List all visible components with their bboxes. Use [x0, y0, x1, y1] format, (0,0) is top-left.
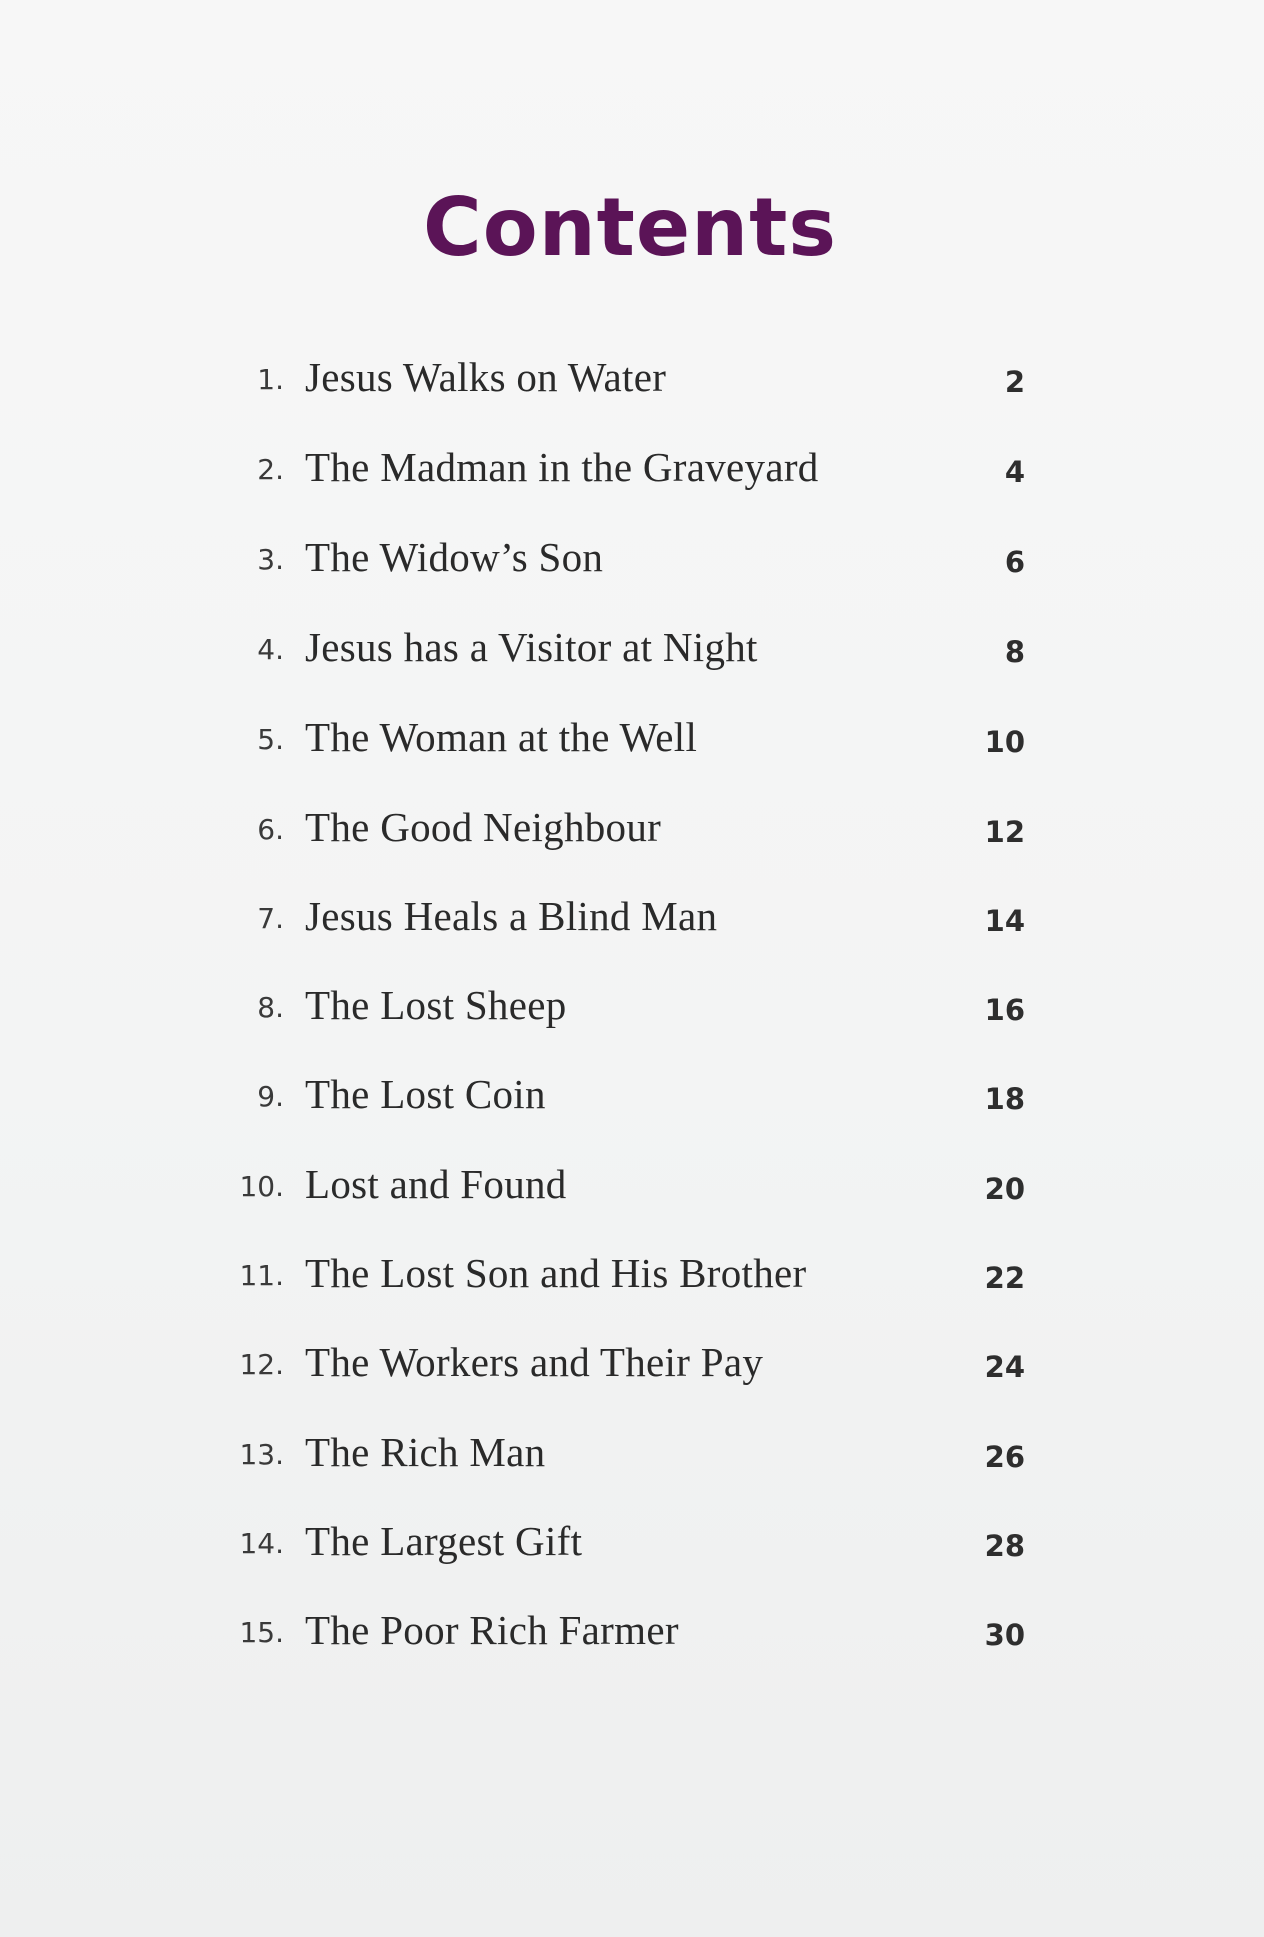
toc-entry [0, 1423, 1264, 1493]
page-title-text: Contents [423, 181, 837, 274]
entry-page-number: 18 [984, 1082, 1025, 1116]
entry-page-number: 28 [984, 1529, 1025, 1563]
entry-number: 13. [239, 1438, 284, 1471]
entry-heading: The Poor Rich Farmer [305, 1607, 679, 1653]
entry-page-number: 22 [984, 1261, 1025, 1295]
entry-number: 4. [257, 633, 284, 666]
entry-page-number: 8 [1004, 635, 1025, 669]
entry-page-number: 16 [984, 993, 1025, 1027]
entry-page-number: 6 [1004, 545, 1025, 579]
entry-heading: The Madman in the Graveyard [305, 444, 819, 490]
entry-page-number: 26 [984, 1440, 1025, 1474]
entry-number: 7. [257, 902, 284, 935]
entry-heading: The Widow’s Son [305, 534, 604, 580]
entry-number: 8. [257, 991, 284, 1024]
toc-entry [0, 1244, 1264, 1314]
toc-entry [0, 1512, 1264, 1582]
entry-heading: The Woman at the Well [305, 714, 698, 760]
toc-entry [0, 438, 1264, 508]
toc-entry [0, 887, 1264, 957]
entry-number: 9. [257, 1080, 284, 1113]
entry-page-number: 30 [984, 1618, 1025, 1652]
entry-number: 3. [257, 543, 284, 576]
entry-heading: Jesus has a Visitor at Night [305, 624, 758, 670]
entry-number: 15. [239, 1616, 284, 1649]
entry-heading: The Lost Sheep [305, 982, 567, 1028]
entry-page-number: 10 [984, 725, 1025, 759]
entry-heading: The Workers and Their Pay [305, 1339, 764, 1385]
toc-entry [0, 528, 1264, 598]
entry-number: 14. [239, 1527, 284, 1560]
entry-number: 2. [257, 453, 284, 486]
entry-number: 11. [239, 1259, 284, 1292]
toc-entry [0, 798, 1264, 868]
entry-page-number: 24 [984, 1350, 1025, 1384]
entry-page-number: 20 [984, 1172, 1025, 1206]
entry-page-number: 14 [984, 904, 1025, 938]
toc-entry [0, 1601, 1264, 1671]
entry-number: 1. [257, 363, 284, 396]
entry-heading: The Largest Gift [305, 1518, 583, 1564]
entry-heading: The Rich Man [305, 1429, 546, 1475]
toc-entry [0, 1333, 1264, 1403]
toc-entry [0, 976, 1264, 1046]
toc-entry [0, 1065, 1264, 1135]
entry-number: 6. [257, 813, 284, 846]
toc-entry [0, 348, 1264, 418]
entry-heading: The Good Neighbour [305, 804, 662, 850]
entry-number: 10. [239, 1170, 284, 1203]
entry-page-number: 2 [1004, 365, 1025, 399]
entry-page-number: 4 [1004, 455, 1025, 489]
entry-heading: The Lost Son and His Brother [305, 1250, 807, 1296]
entry-heading: Jesus Heals a Blind Man [305, 893, 718, 939]
toc-entry [0, 618, 1264, 688]
entry-heading: The Lost Coin [305, 1071, 546, 1117]
entry-page-number: 12 [984, 815, 1025, 849]
entry-heading: Jesus Walks on Water [305, 354, 667, 400]
entry-heading: Lost and Found [305, 1161, 567, 1207]
entry-number: 5. [257, 723, 284, 756]
entry-number: 12. [239, 1348, 284, 1381]
toc-entry [0, 708, 1264, 778]
toc-entry [0, 1155, 1264, 1225]
